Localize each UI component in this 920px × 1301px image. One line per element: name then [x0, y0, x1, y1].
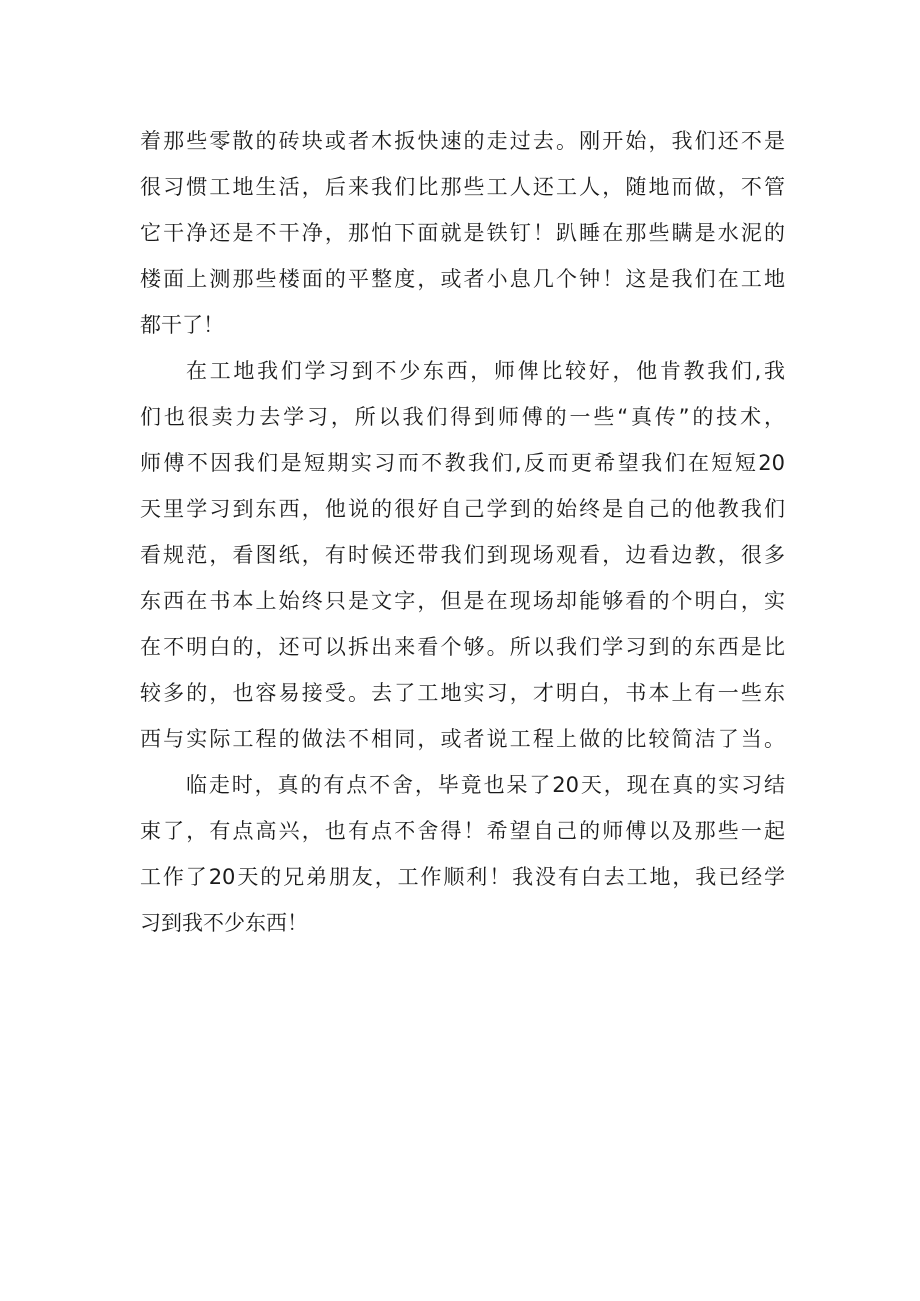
paragraph-2-line-1: 在工地我们学习到不少东西，师俾比较好，他肯教我们,我	[186, 359, 785, 383]
paragraph-2-line-5: 看规范，看图纸，有时候还带我们到现场观看，边看边教，很多	[140, 543, 785, 567]
paragraph-2-line-3: 师傅不因我们是短期实习而不教我们,反而更希望我们在短短20	[140, 451, 785, 475]
paragraph-2-line-4: 天里学习到东西，他说的很好自己学到的始终是自己的他教我们	[140, 497, 785, 521]
paragraph-1-line-3: 它干净还是不干净，那怕下面就是铁钉！趴睡在那些瞒是水泥的	[140, 221, 785, 245]
paragraph-3-line-3: 工作了20天的兄弟朋友，工作顺利！我没有白去工地，我已经学	[140, 865, 785, 889]
paragraph-3-line-1: 临走时，真的有点不舍，毕竟也呆了20天，现在真的实习结	[186, 773, 785, 797]
paragraph-2-line-8: 较多的，也容易接受。去了工地实习，才明白，书本上有一些东	[140, 681, 785, 705]
paragraph-1-line-1: 着那些零散的砖块或者木扳快速的走过去。刚开始，我们还不是	[140, 129, 785, 153]
paragraph-2-line-9: 西与实际工程的做法不相同，或者说工程上做的比较简洁了当。	[140, 727, 785, 751]
paragraph-3-line-2: 束了，有点高兴，也有点不舍得！希望自己的师傅以及那些一起	[140, 819, 785, 843]
paragraph-1-line-4: 楼面上测那些楼面的平整度，或者小息几个钟！这是我们在工地	[140, 267, 785, 291]
paragraph-1-line-2: 很习惯工地生活，后来我们比那些工人还工人，随地而做，不管	[140, 175, 785, 199]
paragraph-2-line-2: 们也很卖力去学习，所以我们得到师傅的一些“真传”的技术，	[140, 405, 785, 429]
paragraph-1-line-5: 都干了！	[140, 313, 224, 337]
paragraph-3-line-4: 习到我不少东西！	[140, 911, 308, 935]
paragraph-2-line-7: 在不明白的，还可以拆出来看个够。所以我们学习到的东西是比	[140, 635, 785, 659]
paragraph-2-line-6: 东西在书本上始终只是文字，但是在现场却能够看的个明白，实	[140, 589, 785, 613]
